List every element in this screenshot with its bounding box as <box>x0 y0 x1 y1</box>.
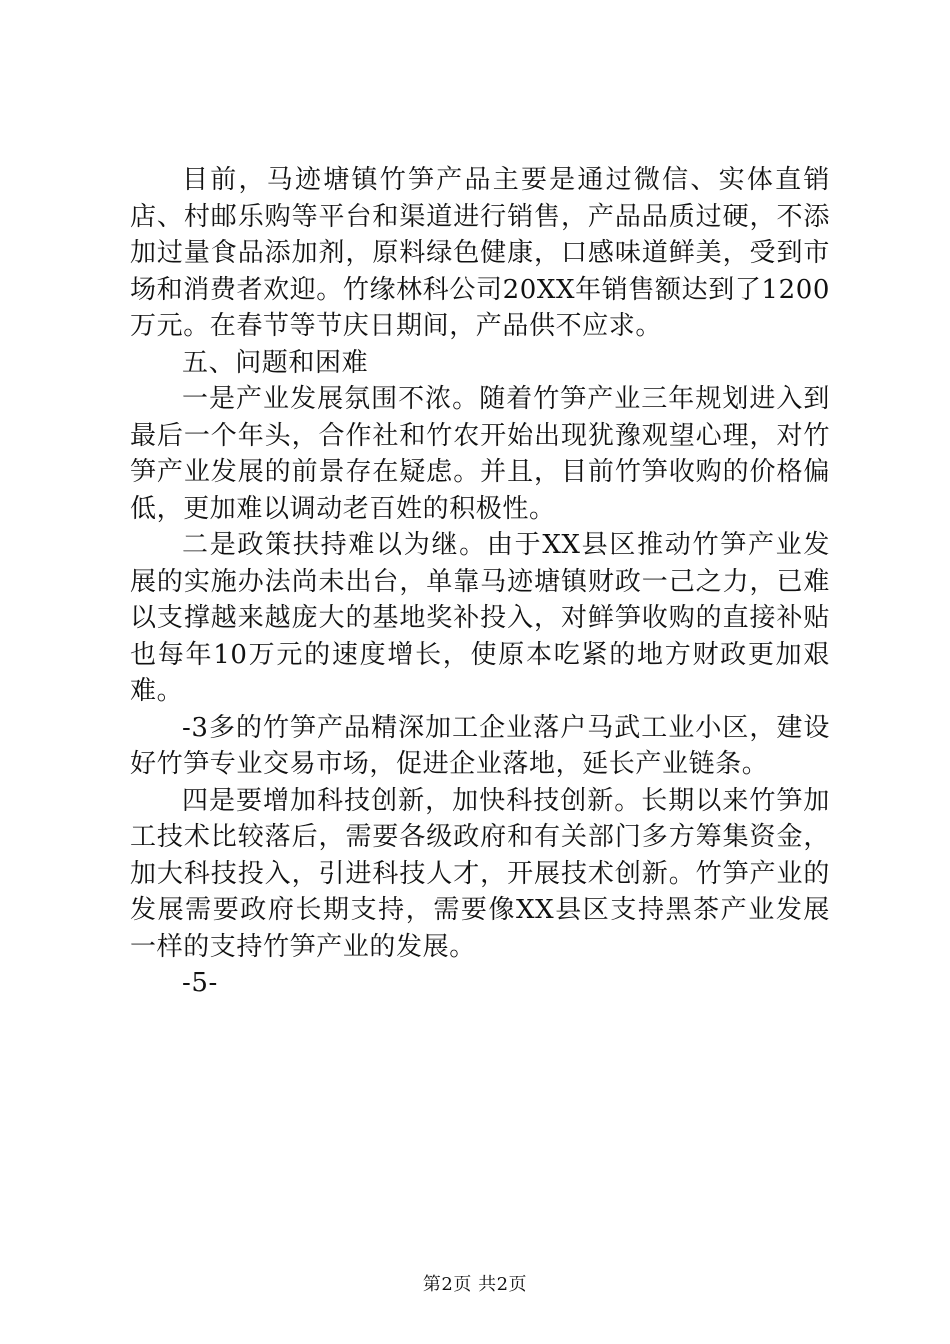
paragraph-problem-two: 二是政策扶持难以为继。由于XX县区推动竹笋产业发展的实施办法尚未出台，单靠马迹塘镇财政一己之力，已难以支撑越来越庞大的基地奖补投入，对鲜笋收购的直接补贴也每年10万元的速度增长，使原本吃紧的地方财政更加艰难。 <box>130 530 830 706</box>
paragraph-problem-one: 一是产业发展氛围不浓。随着竹笋产业三年规划进入到最后一个年头，合作社和竹农开始出现犹豫观望心理，对竹笋产业发展的前景存在疑虑。并且，目前竹笋收购的价格偏低，更加难以调动老百姓的积极性。 <box>130 384 830 524</box>
paragraph-innovation: 四是要增加科技创新，加快科技创新。长期以来竹笋加工技术比较落后，需要各级政府和有关部门多方筹集资金，加大科技投入，引进科技人才，开展技术创新。竹笋产业的发展需要政府长期支持，需要像XX县区支持黑茶产业发展一样的支持竹笋产业的发展。 <box>130 785 830 962</box>
paragraph-sales: 目前，马迹塘镇竹笋产品主要是通过微信、实体直销店、村邮乐购等平台和渠道进行销售，产品品质过硬，不添加过量食品添加剂，原料绿色健康，口感味道鲜美，受到市场和消费者欢迎。竹缘林科公司20XX年销售额达到了1200万元。在春节等节庆日期间，产品供不应求。 <box>130 165 830 341</box>
paragraph-enterprise: -3多的竹笋产品精深加工企业落户马武工业小区，建设好竹笋专业交易市场，促进企业落地，延长产业链条。 <box>130 712 830 779</box>
section-heading-problems: 五、问题和困难 <box>182 347 369 378</box>
inline-page-marker: -5- <box>182 968 218 998</box>
page-footer: 第2页 共2页 <box>422 1274 528 1295</box>
document-body <box>130 162 830 1002</box>
